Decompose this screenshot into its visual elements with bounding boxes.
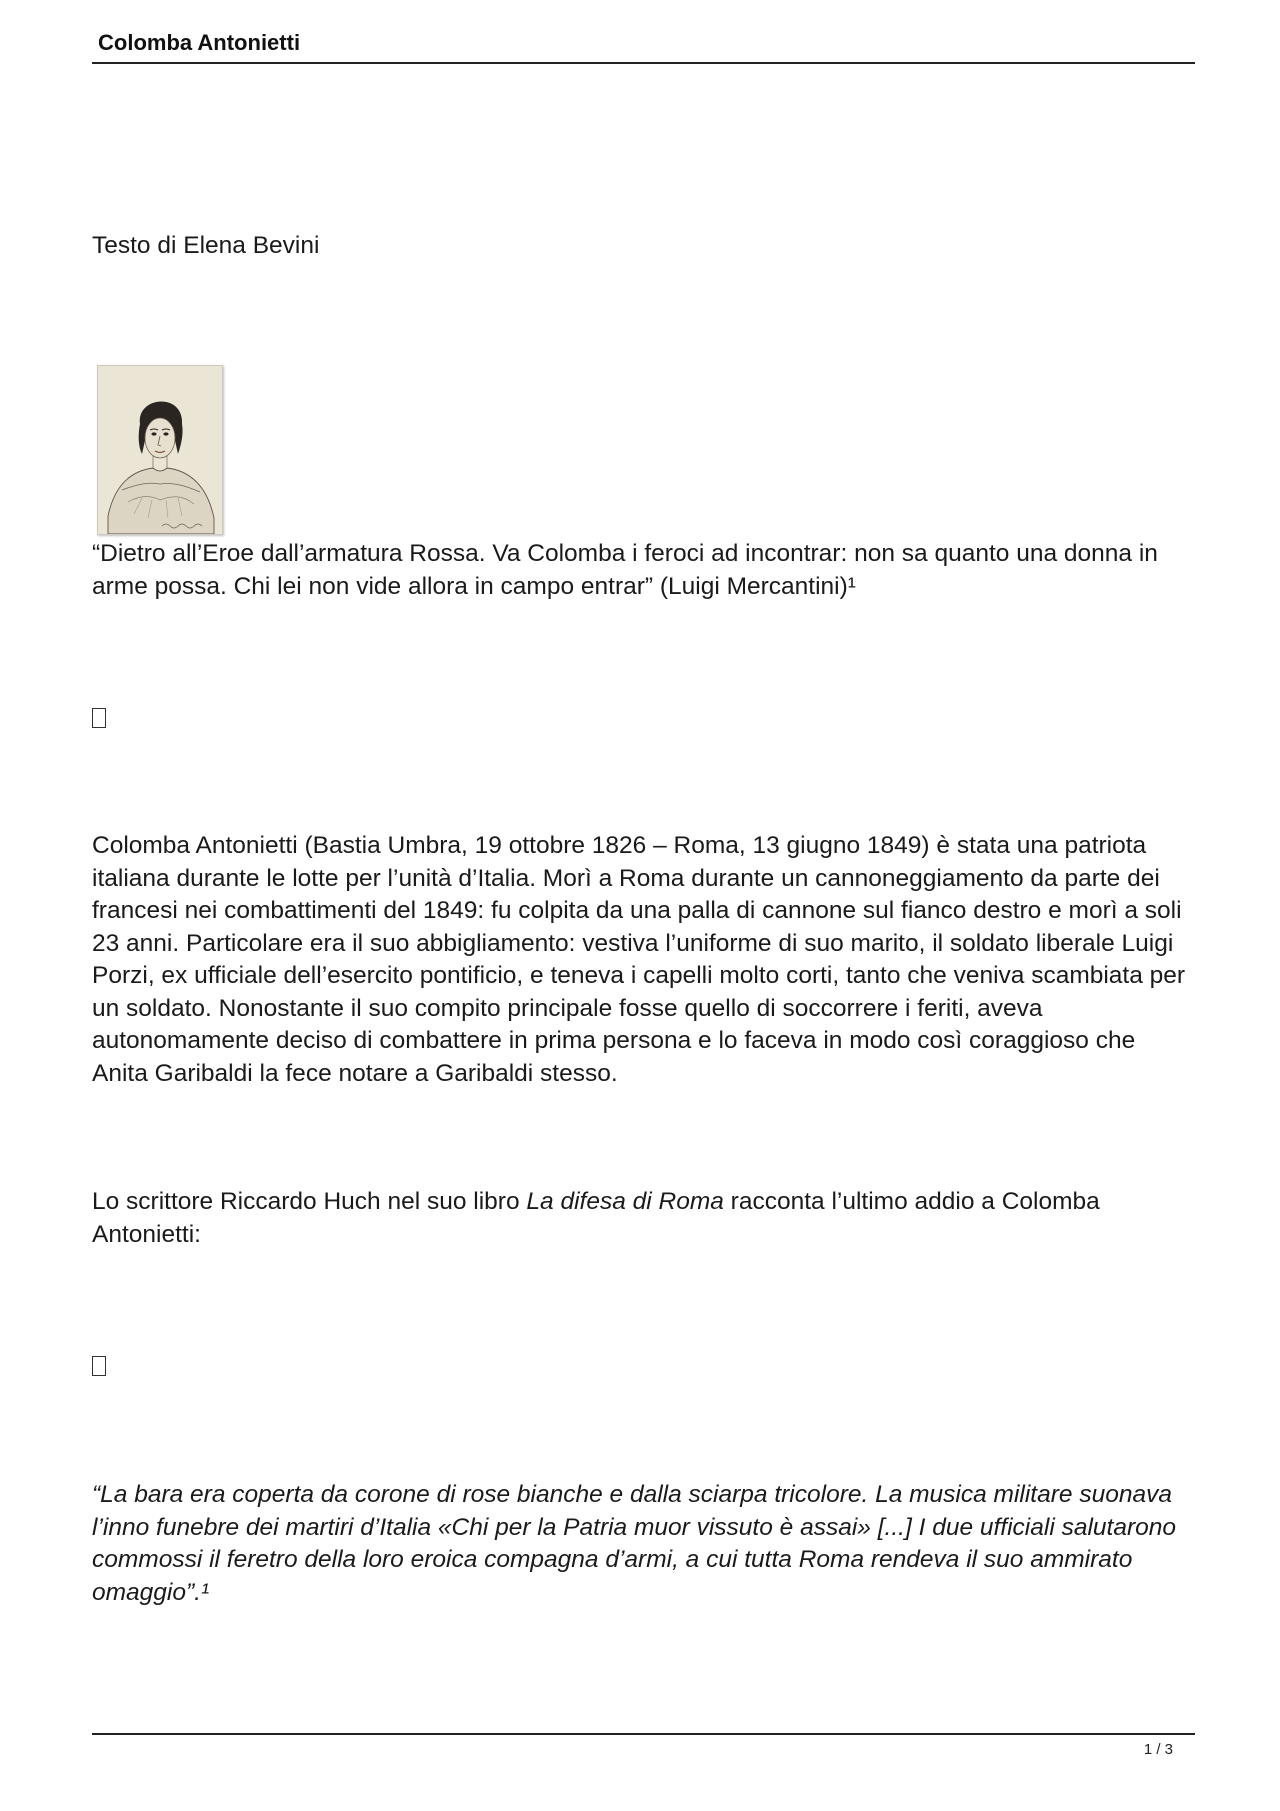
huch-text-after: racconta l’ultimo addio a Colomba Antonietti: xyxy=(92,1188,1100,1248)
author-line: Testo di Elena Bevini xyxy=(92,232,320,259)
missing-glyph-icon xyxy=(92,708,106,728)
biography-paragraph: Colomba Antonietti (Bastia Umbra, 19 ottobre 1826 – Roma, 13 giugno 1849) è stata una patriota italiana durante le lotte per l’unità d’Italia. Morì a Roma durante un cannoneggiamento da parte dei francesi nei combattimenti del 1849: fu colpita da una palla di cannone sul fianco destro e morì a soli 23 anni. Particolare era il suo abbigliamento: vestiva l’uniforme di suo marito, il soldato liberale Luigi Porzi, ex ufficiale dell’esercito pontificio, e teneva i capelli molto corti, tanto che veniva scambiata per un soldato. Nonostante il suo compito principale fosse quello di soccorrere i feriti, aveva autonomamente deciso di combattere in prima persona e lo faceva in modo così coraggioso che Anita Garibaldi la fece notare a Garibaldi stesso. xyxy=(92,832,1186,1087)
huch-text-before: Lo scrittore Riccardo Huch nel suo libro xyxy=(92,1188,527,1215)
page-footer xyxy=(92,1733,1195,1758)
closing-quote: “La bara era coperta da corone di rose bianche e dalla sciarpa tricolore. La musica militare suonava l’inno funebre dei martiri d’Italia «Chi per la Patria muor vissuto è assai» [...] I due ufficiali salutarono commossi il feretro della loro eroica compagna d’armi, a cui tutta Roma rendeva il suo ammirato omaggio”.¹ xyxy=(92,1481,1176,1606)
missing-glyph-icon xyxy=(92,1356,106,1376)
page-header xyxy=(92,26,1195,64)
book-title: La difesa di Roma xyxy=(526,1188,724,1215)
portrait-sketch-icon xyxy=(98,366,222,534)
epigraph-quote: “Dietro all’Eroe dall’armatura Rossa. Va Colomba i feroci ad incontrar: non sa quanto una donna in arme possa. Chi lei non vide allora in campo entrar” (Luigi Mercantini)¹ xyxy=(92,540,1158,600)
page-number: 1 / 3 xyxy=(1143,1741,1173,1758)
huch-paragraph xyxy=(92,1186,1192,1251)
document-title: Colomba Antonietti xyxy=(98,30,301,55)
portrait-image xyxy=(97,365,223,535)
